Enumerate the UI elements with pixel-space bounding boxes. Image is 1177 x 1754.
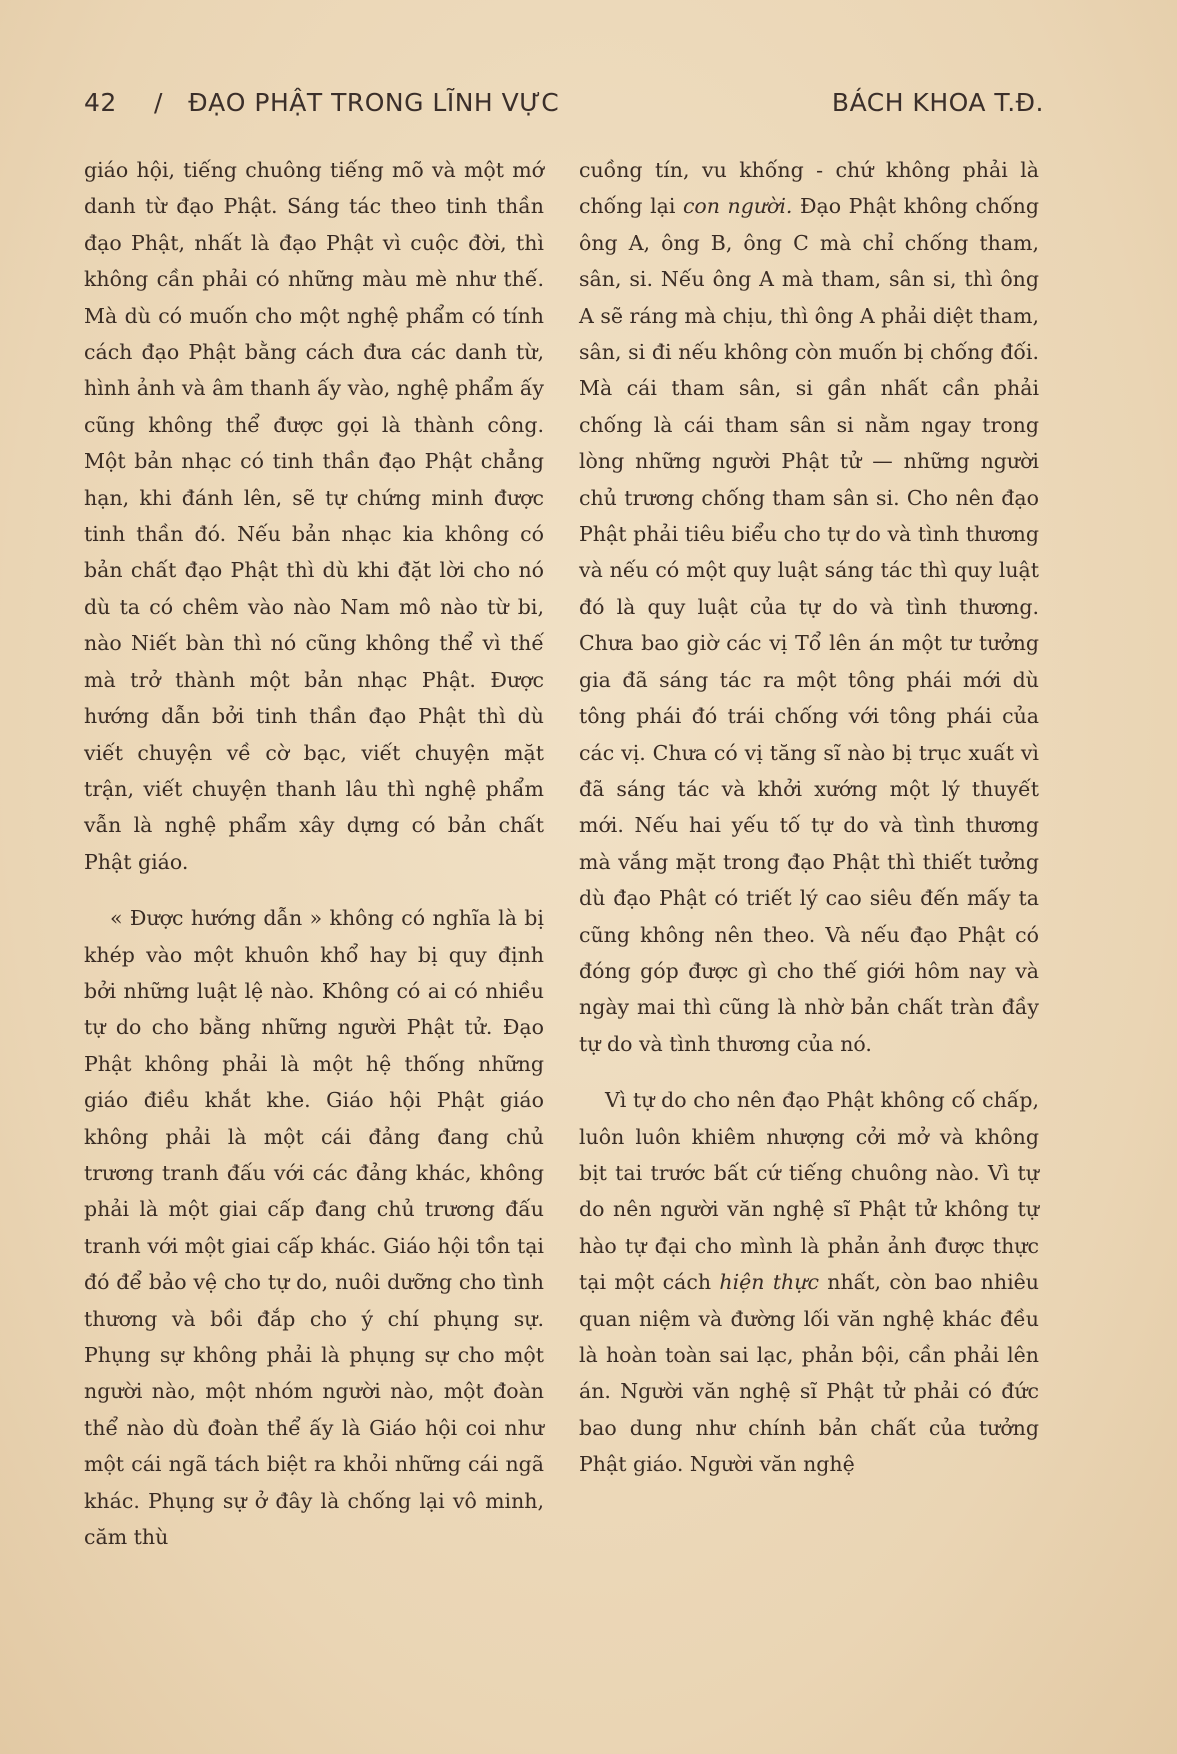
- running-title: [154, 88, 559, 117]
- header-separator: /: [154, 88, 163, 117]
- text-run: nhất, còn bao nhiêu quan niệm và đường lối văn nghệ khác đều là hoàn toàn sai lạc, phản bội, cần phải lên án. Người văn nghệ sĩ Phật tử phải có đức bao dung như chính bản chất của tưởng Phật giáo. Người văn nghệ: [579, 1270, 1039, 1477]
- journal-name: BÁCH KHOA T.Đ.: [831, 88, 1044, 117]
- paragraph: giáo hội, tiếng chuông tiếng mõ và một mớ danh từ đạo Phật. Sáng tác theo tinh thần đạo Phật, nhất là đạo Phật vì cuộc đời, thì không cần phải có những màu mè như thế. Mà dù có muốn cho một nghệ phẩm có tính cách đạo Phật bằng cách đưa các danh từ, hình ảnh và âm thanh ấy vào, nghệ phẩm ấy cũng không thể được gọi là thành công. Một bản nhạc có tinh thần đạo Phật chẳng hạn, khi đánh lên, sẽ tự chứng minh được tinh thần đó. Nếu bản nhạc kia không có bản chất đạo Phật thì dù khi đặt lời cho nó dù ta có chêm vào nào Nam mô nào từ bi, nào Niết bàn thì nó cũng không thể vì thế mà trở thành một bản nhạc Phật. Được hướng dẫn bởi tinh thần đạo Phật thì dù viết chuyện về cờ bạc, viết chuyện mặt trận, viết chuyện thanh lâu thì nghệ phẩm vẫn là nghệ phẩm xây dựng có bản chất Phật giáo.: [84, 158, 544, 874]
- text-run: Đạo Phật không chống ông A, ông B, ông C mà chỉ chống tham, sân, si. Nếu ông A mà tham, sân si, thì ông A sẽ ráng mà chịu, thì ông A phải diệt tham, sân, si đi nếu không còn muốn bị chống đối. Mà cái tham sân, si gần nhất cần phải chống là cái tham sân si nằm ngay trong lòng những người Phật tử — những người chủ trương chống tham sân si. Cho nên đạo Phật phải tiêu biểu cho tự do và tình thương và nếu có một quy luật sáng tác thì quy luật đó là quy luật của tự do và tình thương. Chưa bao giờ các vị Tổ lên án một tư tưởng gia đã sáng tác ra một tông phái mới dù tông phái đó trái chống với tông phái của các vị. Chưa có vị tăng sĩ nào bị trục xuất vì đã sáng tác và khởi xướng một lý thuyết mới. Nếu hai yếu tố tự do và tình thương mà vắng mặt trong đạo Phật thì thiết tưởng dù đạo Phật có triết lý cao siêu đến mấy ta cũng không nên theo. Và nếu đạo Phật có đóng góp được gì cho thế giới hôm nay và ngày mai thì cũng là nhờ bản chất tràn đầy tự do và tình thương của nó.: [579, 194, 1039, 1056]
- left-column: [84, 152, 544, 1555]
- page-number: 42: [84, 88, 117, 117]
- emphasis: con người.: [682, 194, 793, 219]
- chapter-title: ĐẠO PHẬT TRONG LĨNH VỰC: [188, 88, 560, 117]
- paragraph: [579, 152, 1039, 1062]
- paragraph: « Được hướng dẫn » không có nghĩa là bị khép vào một khuôn khổ hay bị quy định bởi những luật lệ nào. Không có ai có nhiều tự do cho bằng những người Phật tử. Đạo Phật không phải là một hệ thống những giáo điều khắt khe. Giáo hội Phật giáo không phải là một cái đảng đang chủ trương tranh đấu với các đảng khác, không phải là một giai cấp đang chủ trương đấu tranh với một giai cấp khác. Giáo hội tồn tại đó để bảo vệ cho tự do, nuôi dưỡng cho tình thương và bồi đắp cho ý chí phụng sự. Phụng sự không phải là phụng sự cho một người nào, một nhóm người nào, một đoàn thể nào dù đoàn thể ấy là Giáo hội coi như một cái ngã tách biệt ra khỏi những cái ngã khác. Phụng sự ở đây là chống lại vô minh, căm thù: [84, 906, 544, 1550]
- running-header: [84, 88, 1044, 122]
- emphasis: hiện thực: [719, 1270, 819, 1295]
- text-run: Vì tự do cho nên đạo Phật không cố chấp, luôn luôn khiêm nhượng cởi mở và không bịt tai trước bất cứ tiếng chuông nào. Vì tự do nên người văn nghệ sĩ Phật tử không tự hào tự đại cho mình là phản ảnh được thực tại một cách: [579, 1088, 1039, 1295]
- text-run: cuồng tín, vu khống - chứ không phải là chống lại: [579, 158, 1039, 219]
- paragraph: [579, 1082, 1039, 1482]
- right-column: [579, 152, 1039, 1483]
